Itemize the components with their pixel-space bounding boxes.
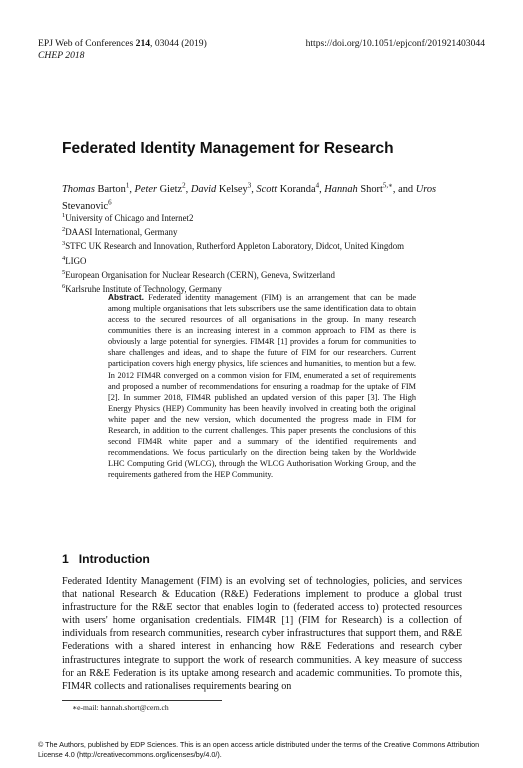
footnote-rule <box>62 700 222 701</box>
author-list <box>62 180 462 213</box>
affiliation: $^2$DAASI International, Germany <box>62 226 178 238</box>
affiliation: $^3$STFC UK Research and Innovation, Rutherford Appleton Laboratory, Didcot, United Kingdom <box>62 240 405 252</box>
author: Scott Koranda$^4$, <box>256 182 325 196</box>
affiliation: $^1$University of Chicago and Internet2 <box>62 212 194 223</box>
section-title: Introduction <box>78 552 150 566</box>
author: David Kelsey$^3$, <box>190 182 257 196</box>
footnote: ∗e-mail: hannah.short@cern.ch <box>72 703 169 712</box>
affiliation: $^5$European Organisation for Nuclear Research (CERN), Geneva, Switzerland <box>62 268 335 280</box>
author: Hannah Short$^{5,∗}$, and <box>324 182 416 196</box>
affiliation: $^6$Karlsruhe Institute of Technology, Germany <box>62 282 222 294</box>
copyright-notice: © The Authors, published by EDP Sciences. This is an open access article distributed under the terms of the Creative Commons Attribution License 4.0 (http://creativecommons.org/licenses/by/4.0/). <box>38 740 480 759</box>
conference-name: CHEP 2018 <box>38 50 85 61</box>
abstract <box>108 292 416 480</box>
affiliation-list <box>62 210 482 295</box>
section-number: 1 <box>62 552 69 566</box>
running-header <box>38 38 485 62</box>
section-heading <box>62 552 150 566</box>
abstract-label: Abstract. <box>108 292 144 302</box>
author: Thomas Barton$^1$, <box>62 182 135 196</box>
abstract-text: Federated identity management (FIM) is an arrangement that can be made among multiple organisations that lets subscribers use the same identification data to obtain access to the secured resources of all organisations in the group. In many research communities there is an increasing interest in a common approach to FIM as there is obviously a large potential for synergies. FIM4R [1] provides a forum for communities to share challenges and ideas, and to shape the future of FIM for our researchers. Current participation covers high energy physics, life sciences and humanities, to mention but a few. In 2012 FIM4R converged on a common vision for FIM, enumerated a set of requirements and proposed a number of recommendations for ensuring a roadmap for the uptake of FIM [2]. In summer 2018, FIM4R published an updated version of this paper [3]. The High Energy Physics (HEP) Community has been heavily involved in creating both the original white paper and the new version, which documented the progress made in FIM for Research, in addition to the current challenges. This paper presents the conclusions of this second FIM4R white paper and a summary of the identified requirements and recommendations. We focus particularly on the direction being taken by the Worldwide LHC Computing Grid (WLCG), through the WLCG Authorisation Working Group, and the requirements gathered from the HEP Community. <box>108 293 416 480</box>
affiliation: $^4$LIGO <box>62 254 87 266</box>
author: Uros Stevanovic$^6$ <box>62 184 437 212</box>
paper-title: Federated Identity Management for Research <box>62 140 394 157</box>
doi-link[interactable]: https://doi.org/10.1051/epjconf/201921403044 <box>305 38 485 49</box>
author: Peter Gietz$^2$, <box>134 182 191 196</box>
journal-citation: EPJ Web of Conferences 214, 03044 (2019) <box>38 38 207 49</box>
body-paragraph: Federated Identity Management (FIM) is an evolving set of technologies, policies, and services that national Research & Education (R&E) Federations implement to produce a global trust infrastructure for the R&E sector that enables login to (federated access to) protected resources with users' home organisation credentials. FIM4R [1] (FIM for Research) is a collection of individuals from research communities, research cyber infrastructures that support them, and R&E Federations with a shared interest in enhancing how R&E Federations and research cyber infrastructures integrate to support the work of research communities. A key measure of success for an R&E Federation is its uptake among research and academic communities. To promote this, FIM4R collects and rationalises requirements bearing on <box>62 576 462 692</box>
journal-volume: 214 <box>135 38 151 49</box>
